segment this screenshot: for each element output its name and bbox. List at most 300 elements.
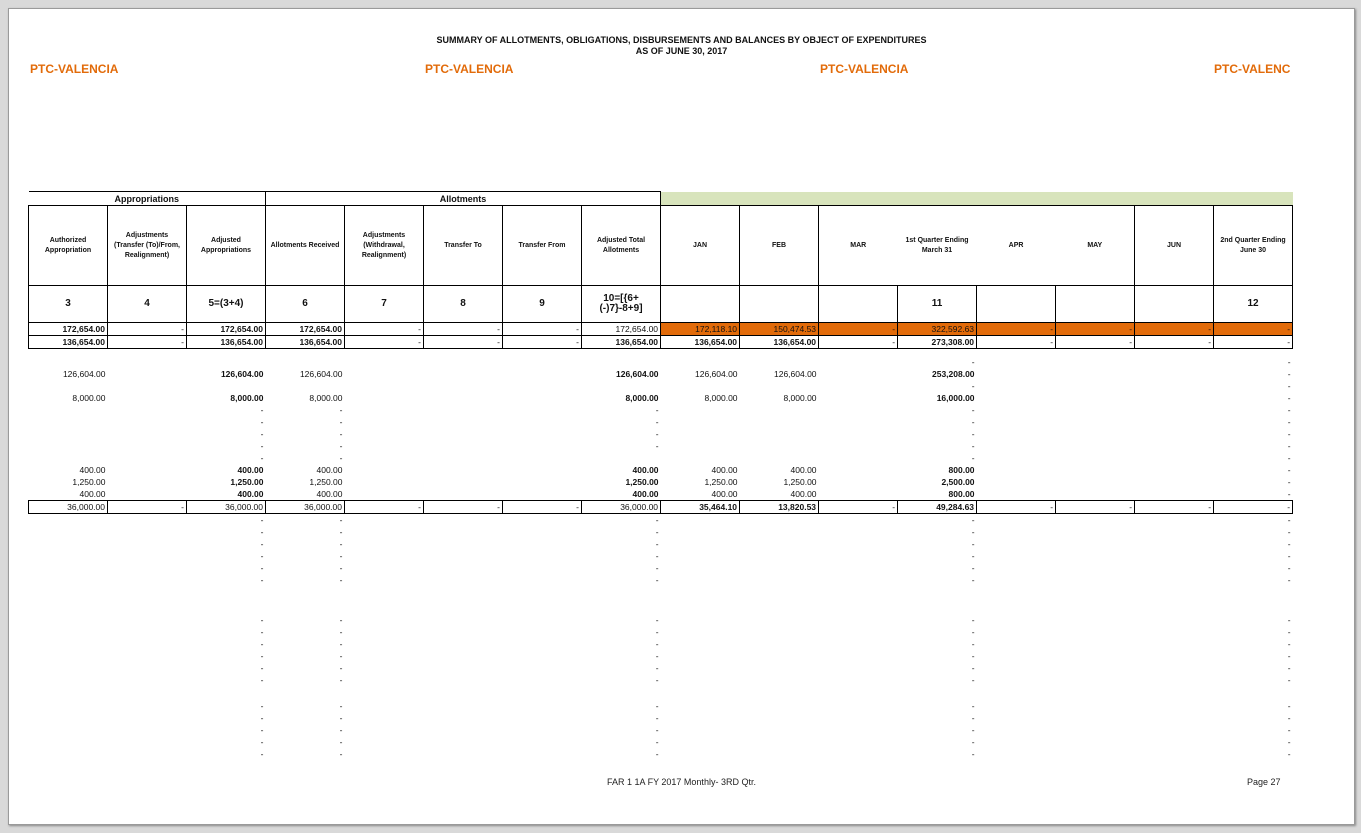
table-cell (740, 550, 819, 562)
table-cell (503, 662, 582, 674)
table-cell: - (1214, 336, 1293, 349)
table-cell (345, 514, 424, 527)
table-cell (819, 736, 898, 748)
table-cell (108, 440, 187, 452)
table-cell (29, 452, 108, 464)
table-cell: 150,474.53 (740, 323, 819, 336)
table-row (29, 674, 1293, 686)
table-cell: - (260, 441, 264, 451)
table-cell (819, 748, 898, 760)
table-cell: - (339, 539, 343, 549)
table-cell: - (260, 563, 264, 573)
table-cell: - (655, 615, 659, 625)
table-cell: 16,000.00 (936, 393, 975, 403)
table-cell (345, 550, 424, 562)
table-cell: - (655, 539, 659, 549)
table-cell: - (971, 725, 975, 735)
table-cell (345, 748, 424, 760)
table-row (29, 356, 1293, 368)
table-cell (503, 574, 582, 586)
table-cell: - (1287, 701, 1291, 711)
column-number: 10=[{6+(-)7}-8+9] (582, 286, 661, 323)
table-cell: - (1287, 429, 1291, 439)
table-cell (29, 404, 108, 416)
table-cell: - (260, 575, 264, 585)
table-cell (1056, 416, 1135, 428)
table-cell: 273,308.00 (898, 336, 977, 349)
spacer-cell (29, 693, 1293, 700)
table-cell (29, 514, 108, 527)
table-cell: - (260, 737, 264, 747)
table-cell (977, 748, 1056, 760)
table-cell: 1,250.00 (72, 477, 106, 487)
table-row (29, 476, 1293, 488)
table-cell (266, 356, 345, 368)
column-header: 1st Quarter Ending March 31 (898, 206, 977, 286)
table-cell: - (260, 639, 264, 649)
spacer-row (29, 693, 1293, 700)
table-cell (819, 514, 898, 527)
table-cell: - (260, 675, 264, 685)
table-cell: 136,654.00 (582, 336, 661, 349)
table-cell (740, 538, 819, 550)
table-cell: - (424, 336, 503, 349)
table-cell: - (339, 563, 343, 573)
table-cell: 126,604.00 (62, 369, 106, 379)
table-cell (108, 700, 187, 712)
table-row (29, 526, 1293, 538)
table-cell (661, 380, 740, 392)
table-cell (977, 404, 1056, 416)
obligations-group-header (661, 192, 1293, 206)
table-cell (819, 404, 898, 416)
table-cell: 400.00 (237, 465, 264, 475)
table-cell: - (655, 527, 659, 537)
table-cell (29, 736, 108, 748)
table-cell (819, 712, 898, 724)
table-cell (503, 464, 582, 476)
table-cell (503, 440, 582, 452)
table-cell (819, 368, 898, 380)
appropriations-group-header: Appropriations (29, 192, 266, 206)
table-cell: - (971, 527, 975, 537)
table-cell (345, 712, 424, 724)
table-cell: - (971, 701, 975, 711)
table-cell (29, 674, 108, 686)
table-cell: - (655, 563, 659, 573)
table-row (29, 550, 1293, 562)
table-cell: - (1287, 675, 1291, 685)
table-cell (29, 428, 108, 440)
table-cell (29, 700, 108, 712)
table-cell (503, 428, 582, 440)
table-cell (582, 380, 661, 392)
table-cell: 400.00 (790, 465, 817, 475)
table-cell (1135, 538, 1214, 550)
column-number (1056, 286, 1135, 323)
table-cell: 400.00 (632, 465, 659, 475)
table-cell (503, 700, 582, 712)
table-cell (424, 748, 503, 760)
table-cell: 400.00 (237, 489, 264, 499)
table-cell (740, 724, 819, 736)
table-cell (108, 526, 187, 538)
table-cell (424, 404, 503, 416)
table-cell: - (655, 441, 659, 451)
table-row (29, 464, 1293, 476)
table-cell (1056, 626, 1135, 638)
table-cell: - (971, 627, 975, 637)
column-number (819, 286, 898, 323)
table-cell (1056, 440, 1135, 452)
table-cell: - (260, 405, 264, 415)
table-cell: 253,208.00 (931, 369, 975, 379)
table-cell (345, 626, 424, 638)
table-cell (345, 662, 424, 674)
table-cell: 126,604.00 (299, 369, 343, 379)
table-cell: 36,000.00 (187, 501, 266, 514)
table-cell: - (260, 701, 264, 711)
table-cell (661, 736, 740, 748)
table-cell: - (971, 515, 975, 525)
table-cell (819, 392, 898, 404)
table-cell (1135, 476, 1214, 488)
table-cell (424, 724, 503, 736)
table-cell (503, 650, 582, 662)
table-cell (424, 712, 503, 724)
table-cell (1135, 526, 1214, 538)
table-cell (977, 550, 1056, 562)
table-cell: 322,592.63 (898, 323, 977, 336)
table-row (29, 323, 1293, 336)
table-cell: 1,250.00 (783, 477, 817, 487)
table-cell (819, 488, 898, 501)
table-cell: - (971, 663, 975, 673)
table-cell: - (1287, 405, 1291, 415)
table-cell (1056, 574, 1135, 586)
table-cell: - (1287, 527, 1291, 537)
table-cell (819, 526, 898, 538)
table-cell (29, 440, 108, 452)
table-cell: - (1287, 489, 1291, 499)
table-cell (819, 650, 898, 662)
table-cell (345, 476, 424, 488)
org-label: PTC-VALENCIA (820, 62, 909, 76)
table-cell (1135, 674, 1214, 686)
table-cell: - (971, 417, 975, 427)
table-cell: - (655, 551, 659, 561)
table-cell: - (971, 551, 975, 561)
table-cell: 126,604.00 (694, 369, 738, 379)
table-cell: - (1287, 749, 1291, 759)
table-cell (424, 392, 503, 404)
table-cell (424, 440, 503, 452)
table-row (29, 336, 1293, 349)
table-cell: - (971, 405, 975, 415)
table-cell (977, 476, 1056, 488)
table-cell: - (655, 725, 659, 735)
table-cell: 136,654.00 (29, 336, 108, 349)
table-cell (1135, 452, 1214, 464)
table-row (29, 650, 1293, 662)
table-cell (819, 574, 898, 586)
table-cell (108, 736, 187, 748)
table-cell (345, 650, 424, 662)
table-row (29, 440, 1293, 452)
table-cell: - (971, 639, 975, 649)
table-cell (345, 724, 424, 736)
table-cell (1135, 748, 1214, 760)
table-cell: - (339, 627, 343, 637)
table-cell: - (339, 725, 343, 735)
table-cell: - (1287, 615, 1291, 625)
column-header: MAR (819, 206, 898, 286)
table-cell (740, 574, 819, 586)
table-cell: - (260, 453, 264, 463)
table-cell: - (655, 713, 659, 723)
table-cell: - (339, 675, 343, 685)
table-cell: - (1287, 357, 1291, 367)
table-cell (661, 700, 740, 712)
table-cell: 400.00 (316, 489, 343, 499)
table-cell (740, 662, 819, 674)
table-cell (345, 464, 424, 476)
table-cell (977, 574, 1056, 586)
column-header: FEB (740, 206, 819, 286)
table-cell: - (971, 749, 975, 759)
table-row (29, 392, 1293, 404)
table-cell (1056, 662, 1135, 674)
table-cell: - (1056, 323, 1135, 336)
table-cell (503, 356, 582, 368)
table-cell (1056, 464, 1135, 476)
table-cell (977, 368, 1056, 380)
table-cell (819, 416, 898, 428)
table-cell (661, 550, 740, 562)
table-cell: 1,250.00 (625, 477, 659, 487)
table-cell (819, 356, 898, 368)
table-cell (1056, 476, 1135, 488)
table-cell (108, 550, 187, 562)
table-cell: - (1135, 336, 1214, 349)
table-cell (108, 392, 187, 404)
table-cell: 126,604.00 (220, 369, 264, 379)
table-row (29, 574, 1293, 586)
table-cell (740, 562, 819, 574)
table-cell (661, 452, 740, 464)
table-cell (503, 736, 582, 748)
table-cell (1135, 662, 1214, 674)
table-cell (29, 614, 108, 626)
table-cell (345, 538, 424, 550)
table-cell (1135, 356, 1214, 368)
table-cell (29, 626, 108, 638)
table-cell (740, 356, 819, 368)
column-number: 11 (898, 286, 977, 323)
table-cell (29, 662, 108, 674)
table-cell (503, 476, 582, 488)
table-cell (740, 748, 819, 760)
table-row (29, 638, 1293, 650)
table-cell: - (655, 515, 659, 525)
column-number: 9 (503, 286, 582, 323)
table-cell: - (971, 357, 975, 367)
table-cell (819, 674, 898, 686)
column-header: Adjustments (Transfer (To)/From, Realignment) (108, 206, 187, 286)
table-cell (819, 550, 898, 562)
column-header: Transfer To (424, 206, 503, 286)
table-cell: - (260, 651, 264, 661)
table-cell (1056, 674, 1135, 686)
table-cell (345, 428, 424, 440)
table-cell (977, 464, 1056, 476)
table-cell (29, 650, 108, 662)
table-cell: 400.00 (79, 465, 106, 475)
table-cell: - (339, 737, 343, 747)
table-cell: - (339, 405, 343, 415)
spacer-row (29, 686, 1293, 693)
column-header-row (29, 206, 1293, 286)
table-cell (1056, 562, 1135, 574)
spacer-cell (29, 586, 1293, 593)
table-cell (503, 452, 582, 464)
table-cell (661, 614, 740, 626)
table-cell: - (345, 501, 424, 514)
table-cell (1135, 650, 1214, 662)
table-cell (1135, 440, 1214, 452)
table-cell (29, 416, 108, 428)
table-cell (740, 452, 819, 464)
table-cell: - (1287, 639, 1291, 649)
table-cell: 126,604.00 (615, 369, 659, 379)
table-cell (1056, 700, 1135, 712)
table-cell (108, 464, 187, 476)
table-cell (503, 748, 582, 760)
table-cell (345, 404, 424, 416)
table-cell (661, 712, 740, 724)
table-cell (108, 650, 187, 662)
table-cell: - (655, 417, 659, 427)
table-cell: 1,250.00 (704, 477, 738, 487)
table-cell (29, 356, 108, 368)
table-cell (424, 538, 503, 550)
table-cell (977, 416, 1056, 428)
table-cell (345, 488, 424, 501)
table-cell (108, 674, 187, 686)
table-cell (740, 428, 819, 440)
table-cell: - (1287, 417, 1291, 427)
table-cell (977, 662, 1056, 674)
table-cell: - (339, 441, 343, 451)
table-cell (1135, 368, 1214, 380)
footer-label: FAR 1 1A FY 2017 Monthly- 3RD Qtr. (607, 777, 756, 787)
table-cell (29, 748, 108, 760)
table-cell: - (108, 323, 187, 336)
table-cell: - (339, 417, 343, 427)
table-cell (819, 440, 898, 452)
table-cell (740, 700, 819, 712)
table-cell (424, 662, 503, 674)
table-cell (740, 380, 819, 392)
table-cell: - (339, 515, 343, 525)
table-cell (740, 638, 819, 650)
table-cell (29, 638, 108, 650)
table-cell (661, 662, 740, 674)
table-cell (187, 356, 266, 368)
table-cell: 2,500.00 (941, 477, 975, 487)
group-header-row (29, 192, 1293, 206)
table-cell: - (1287, 737, 1291, 747)
table-cell (582, 452, 661, 464)
table-cell (1056, 514, 1135, 527)
table-cell: - (108, 336, 187, 349)
org-label: PTC-VALENCIA (425, 62, 514, 76)
table-cell (345, 440, 424, 452)
table-cell (108, 724, 187, 736)
table-cell: - (1287, 381, 1291, 391)
table-cell (345, 574, 424, 586)
table-cell: - (1214, 323, 1293, 336)
table-cell: - (339, 453, 343, 463)
table-cell (740, 614, 819, 626)
column-number: 8 (424, 286, 503, 323)
table-cell (977, 440, 1056, 452)
table-cell (661, 356, 740, 368)
table-cell (503, 724, 582, 736)
column-number: 5=(3+4) (187, 286, 266, 323)
table-cell: 8,000.00 (309, 393, 343, 403)
table-cell (345, 638, 424, 650)
table-cell (740, 404, 819, 416)
table-cell (424, 380, 503, 392)
table-cell (108, 538, 187, 550)
table-cell (819, 638, 898, 650)
table-cell (424, 574, 503, 586)
table-cell (977, 700, 1056, 712)
table-cell: 400.00 (316, 465, 343, 475)
table-cell (661, 748, 740, 760)
table-cell (977, 712, 1056, 724)
table-cell (1135, 562, 1214, 574)
table-cell: - (260, 663, 264, 673)
table-cell (1135, 514, 1214, 527)
table-cell (977, 538, 1056, 550)
table-cell (503, 368, 582, 380)
table-cell (424, 464, 503, 476)
table-cell: 400.00 (711, 465, 738, 475)
column-header: Adjusted Total Allotments (582, 206, 661, 286)
table-cell (819, 428, 898, 440)
table-cell (108, 368, 187, 380)
table-cell: - (260, 725, 264, 735)
table-cell (503, 614, 582, 626)
table-cell (977, 452, 1056, 464)
table-cell (819, 380, 898, 392)
table-cell (977, 736, 1056, 748)
table-cell: - (971, 675, 975, 685)
table-cell (977, 356, 1056, 368)
table-cell (108, 638, 187, 650)
table-cell (819, 700, 898, 712)
spacer-cell (29, 593, 1293, 600)
table-cell: 8,000.00 (230, 393, 264, 403)
table-cell (1135, 404, 1214, 416)
table-cell (740, 416, 819, 428)
table-cell: 36,000.00 (582, 501, 661, 514)
table-cell: 172,654.00 (266, 323, 345, 336)
table-cell (345, 416, 424, 428)
table-cell: - (503, 336, 582, 349)
